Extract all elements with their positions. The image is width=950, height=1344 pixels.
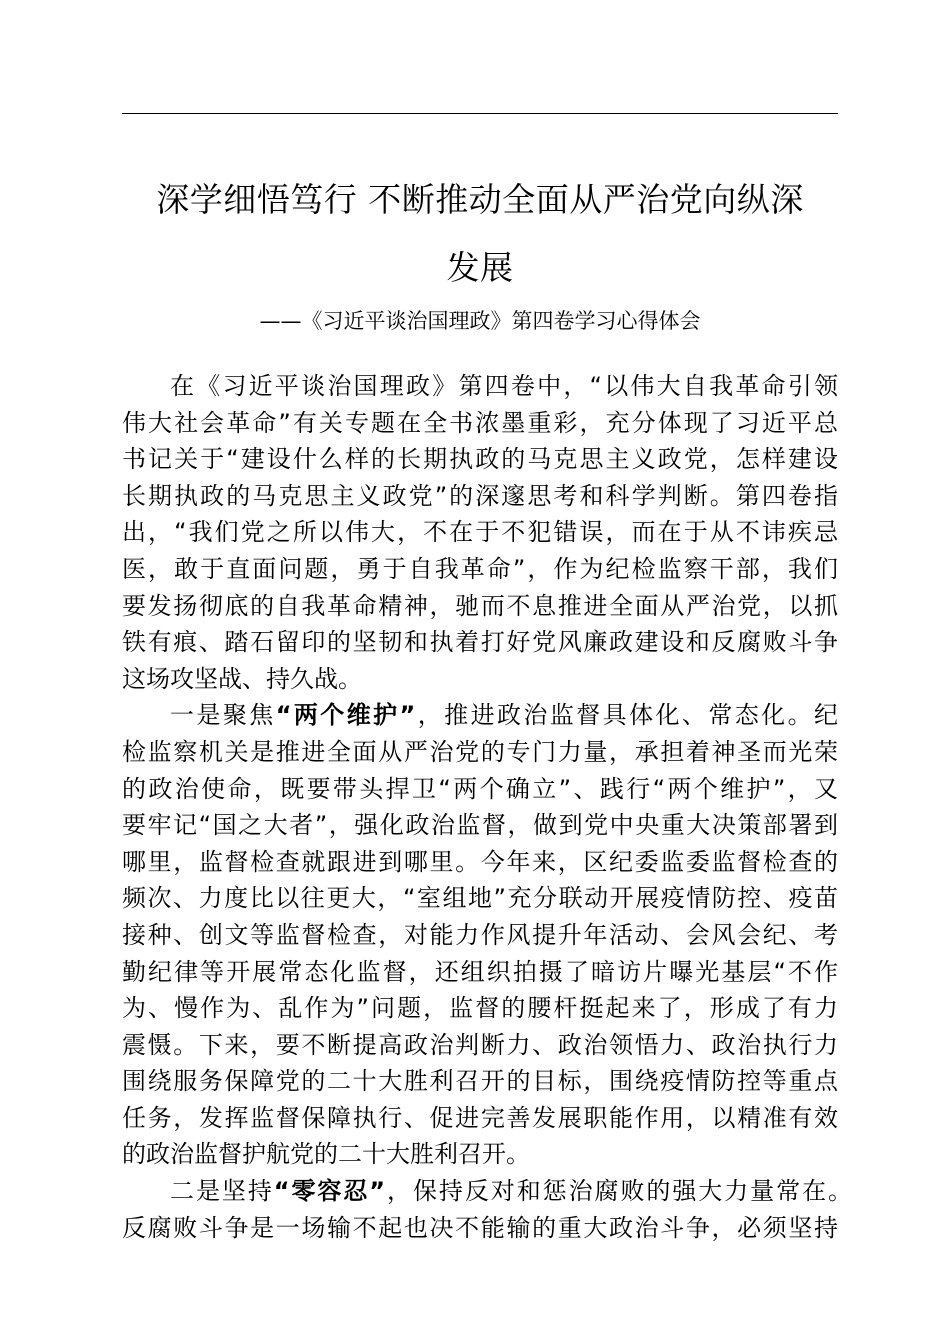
page-title-line-2: 发展 [446,248,514,287]
paragraph-line: 这场攻坚战、持久战。 [122,664,362,693]
section-1-lead: 一是聚焦 [170,701,276,730]
header-rule [122,113,838,114]
document-body [122,368,853,1246]
section-2-heading-line [122,1173,852,1210]
paragraph-line: 勤纪律等开展常态化监督，还组织拍摄了暗访片曝光基层“不作 [122,957,838,986]
paragraph-line: 检监察机关是推进全面从严治党的专门力量，承担着神圣而光荣 [122,737,838,766]
paragraph-line: 震慑。下来，要不断提高政治判断力、政治领悟力、政治执行力 [122,1030,838,1059]
paragraph-line: 围绕服务保障党的二十大胜利召开的目标，围绕疫情防控等重点 [122,1067,838,1096]
section-1-heading-line [122,697,838,734]
paragraph-line: 哪里，监督检查就跟进到哪里。今年来，区纪委监委监督检查的 [122,847,838,876]
paragraph-line: 铁有痕、踏石留印的坚韧和执着打好党风廉政建设和反腐败斗争 [122,628,838,657]
page-subtitle: ——《习近平谈治国理政》第四卷学习心得体会 [259,309,701,333]
paragraph-line: 反腐败斗争是一场输不起也决不能输的重大政治斗争，必须坚持 [122,1213,838,1242]
paragraph-line: 长期执政的马克思主义政党”的深邃思考和科学判断。第四卷指 [122,481,838,510]
section-2-keyword: “零容忍” [273,1177,386,1206]
paragraph-line: 要牢记“国之大者”，强化政治监督，做到党中央重大决策部署到 [122,811,838,840]
paragraph-line: 接种、创文等监督检查，对能力作风提升年活动、会风会纪、考 [122,920,838,949]
section-1-keyword: “两个维护” [275,701,416,730]
paragraph-line: 医，敢于直面问题，勇于自我革命”，作为纪检监察干部，我们 [122,554,838,583]
section-2-lead: 二是坚持 [170,1177,274,1206]
paragraph-line: 在《习近平谈治国理政》第四卷中，“以伟大自我革命引领 [170,372,838,400]
page-title-line-1: 深学细悟笃行 不断推动全面从严治党向纵深 [156,180,804,219]
paragraph-line: 为、慢作为、乱作为”问题，监督的腰杆挺起来了，形成了有力 [122,994,838,1023]
paragraph-line: 频次、力度比以往更大，“室组地”充分联动开展疫情防控、疫苗 [122,884,838,913]
paragraph-line: 书记关于“建设什么样的长期执政的马克思主义政党，怎样建设 [122,445,838,474]
paragraph-line: 要发扬彻底的自我革命精神，驰而不息推进全面从严治党，以抓 [122,591,838,620]
section-2-heading-rest: ，保持反对和惩治腐败的强大力量常在。 [385,1177,853,1206]
paragraph-line: 的政治使命，既要带头捍卫“两个确立”、践行“两个维护”，又 [122,774,838,803]
section-1-heading-rest: ，推进政治监督具体化、常态化。纪 [415,701,839,730]
paragraph-line: 伟大社会革命”有关专题在全书浓墨重彩，充分体现了习近平总 [122,408,838,437]
paragraph-line: 任务，发挥监督保障执行、促进完善发展职能作用，以精准有效 [122,1103,838,1132]
paragraph-line: 出，“我们党之所以伟大，不在于不犯错误，而在于从不讳疾忌 [122,518,838,547]
paragraph-line: 的政治监督护航党的二十大胜利召开。 [122,1140,530,1169]
